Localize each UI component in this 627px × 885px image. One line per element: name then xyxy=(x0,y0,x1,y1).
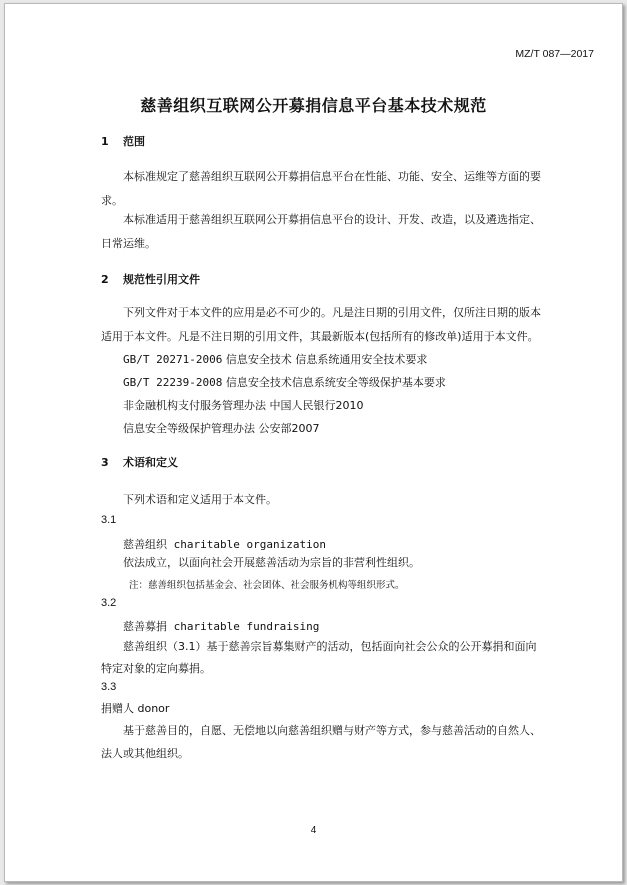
term-title xyxy=(101,700,169,716)
reference-title: 信息安全技术 信息系统通用安全技术要求 xyxy=(222,353,428,366)
reference-code: GB/T 20271-2006 xyxy=(123,353,223,366)
term-name-en: donor xyxy=(134,702,170,715)
section-number: 2 xyxy=(101,273,109,286)
term-name-cn: 捐赠人 xyxy=(101,702,134,715)
section-number: 1 xyxy=(101,135,109,148)
standard-code: MZ/T 087—2017 xyxy=(515,48,594,60)
reference-title: 信息安全等级保护管理办法 公安部2007 xyxy=(123,422,320,435)
term-name-cn: 慈善组织 xyxy=(123,538,167,551)
section-1-paragraph-2 xyxy=(101,208,541,256)
reference-item xyxy=(123,397,364,413)
section-title: 规范性引用文件 xyxy=(123,273,200,286)
term-definition: 慈善组织（3.1）基于慈善宗旨募集财产的活动，包括面向社会公众的公开募捐和面向 xyxy=(123,640,537,653)
term-name-en: charitable organization xyxy=(167,538,326,551)
term-number: 3.3 xyxy=(101,681,117,693)
reference-item xyxy=(123,420,320,436)
term-number: 3.1 xyxy=(101,514,117,526)
section-2-paragraph-1 xyxy=(101,301,541,349)
text-line: 下列文件对于本文件的应用是必不可少的。凡是注日期的引用文件，仅所注日期的版本 xyxy=(123,306,541,319)
reference-item xyxy=(123,374,446,390)
text-line: 日常运维。 xyxy=(101,237,156,250)
text-line: 适用于本文件。凡是不注日期的引用文件，其最新版本(包括所有的修改单)适用于本文件。 xyxy=(101,330,539,343)
term-title xyxy=(123,536,326,552)
text-line: 本标准规定了慈善组织互联网公开募捐信息平台在性能、功能、安全、运维等方面的要 xyxy=(123,170,541,183)
document-page xyxy=(4,3,623,882)
term-name-en: charitable fundraising xyxy=(167,620,320,633)
section-1-heading xyxy=(101,133,145,149)
section-title: 范围 xyxy=(123,135,145,148)
term-definition-continued: 法人或其他组织。 xyxy=(101,747,189,760)
section-1-paragraph-1 xyxy=(101,165,541,213)
reference-code: GB/T 22239-2008 xyxy=(123,376,223,389)
term-definition-continued: 特定对象的定向募捐。 xyxy=(101,662,211,675)
section-number: 3 xyxy=(101,456,109,469)
term-title xyxy=(123,618,319,634)
page-number: 4 xyxy=(310,825,317,836)
term-name-cn: 慈善募捐 xyxy=(123,620,167,633)
section-3-intro: 下列术语和定义适用于本文件。 xyxy=(123,493,277,506)
section-3-heading xyxy=(101,454,178,470)
term-definition: 基于慈善目的，自愿、无偿地以向慈善组织赠与财产等方式，参与慈善活动的自然人、 xyxy=(123,724,541,737)
section-2-heading xyxy=(101,271,200,287)
term-note: 注：慈善组织包括基金会、社会团体、社会服务机构等组织形式。 xyxy=(129,580,405,591)
section-title: 术语和定义 xyxy=(123,456,178,469)
text-line: 求。 xyxy=(101,194,123,207)
document-title: 慈善组织互联网公开募捐信息平台基本技术规范 xyxy=(140,96,487,115)
reference-title: 非金融机构支付服务管理办法 中国人民银行2010 xyxy=(123,399,364,412)
term-definition: 依法成立，以面向社会开展慈善活动为宗旨的非营利性组织。 xyxy=(123,556,420,569)
term-number: 3.2 xyxy=(101,597,117,609)
reference-item xyxy=(123,351,427,367)
text-line: 本标准适用于慈善组织互联网公开募捐信息平台的设计、开发、改造，以及遴选指定、 xyxy=(123,213,541,226)
reference-title: 信息安全技术信息系统安全等级保护基本要求 xyxy=(222,376,446,389)
